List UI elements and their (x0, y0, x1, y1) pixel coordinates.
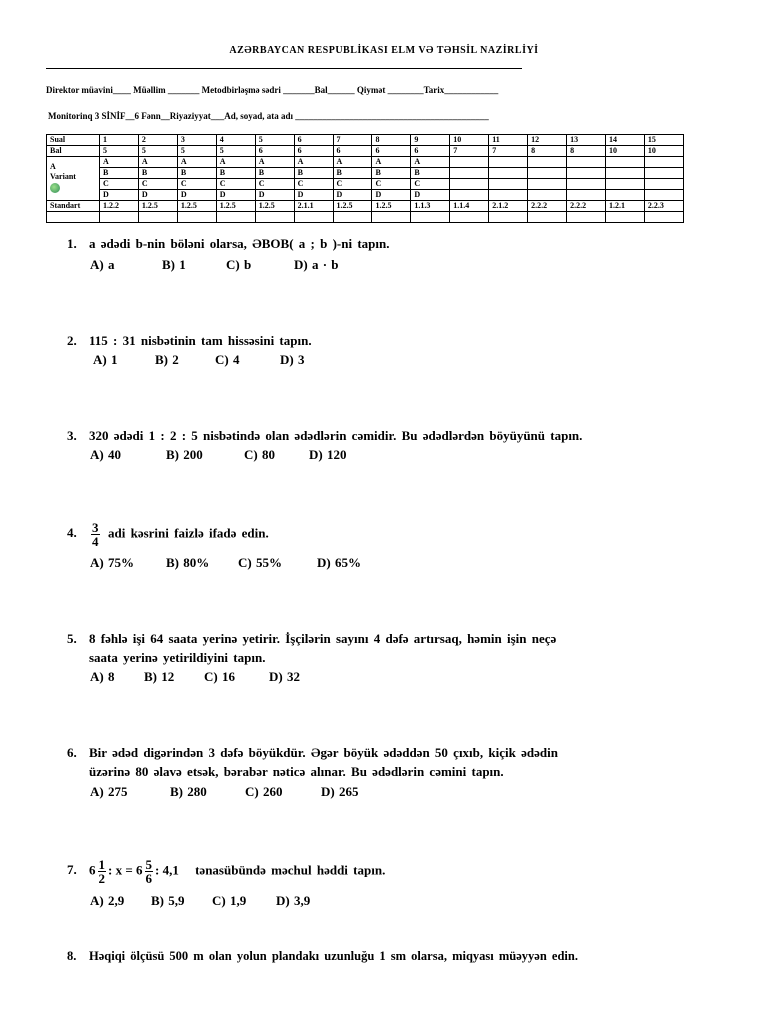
table-cell: C (333, 179, 372, 190)
table-cell: 8 (372, 135, 411, 146)
option-c: C) 80 (244, 447, 275, 462)
option-b: B) 5,9 (151, 893, 185, 908)
option-d: D) 265 (321, 784, 359, 799)
table-cell: D (216, 190, 255, 201)
table-cell (644, 212, 683, 223)
table-cell (528, 168, 567, 179)
row-variant-b (47, 168, 684, 179)
table-cell (489, 212, 528, 223)
table-cell: 10 (644, 146, 683, 157)
row-label: Bal (47, 146, 100, 157)
table-cell: B (372, 168, 411, 179)
variant-label: Variant (50, 171, 76, 181)
table-cell (567, 190, 606, 201)
fraction-numerator: 5 (145, 857, 152, 872)
table-cell: 10 (605, 146, 644, 157)
question-6 (67, 745, 558, 761)
table-cell (216, 212, 255, 223)
table-cell: 7 (450, 146, 489, 157)
table-cell: A (138, 157, 177, 168)
option-c: C) 4 (215, 352, 240, 367)
table-cell: 14 (605, 135, 644, 146)
table-cell: 2.2.3 (644, 201, 683, 212)
table-cell: B (100, 168, 139, 179)
fraction-denominator: 4 (92, 534, 99, 549)
table-cell: D (138, 190, 177, 201)
table-cell: C (372, 179, 411, 190)
question-text: Həqiqi ölçüsü 500 m olan yolun plandakı uzunluğu 1 sm olarsa, miqyası müəyyən edin. (89, 949, 578, 963)
table-cell (567, 157, 606, 168)
table-cell: 6 (372, 146, 411, 157)
question-number: 1. (67, 236, 77, 251)
row-standart (47, 201, 684, 212)
question-number: 8. (67, 949, 77, 963)
table-cell: B (333, 168, 372, 179)
question-2 (67, 333, 312, 349)
table-cell (528, 179, 567, 190)
question-text: tənasübündə məchul həddi tapın. (195, 862, 386, 878)
equation-term-whole: 6 (89, 862, 96, 878)
option-b: B) 12 (144, 669, 175, 684)
table-cell: 13 (567, 135, 606, 146)
fraction (145, 858, 154, 885)
question-5-line-2 (89, 650, 265, 666)
table-cell: A (100, 157, 139, 168)
table-cell: A (333, 157, 372, 168)
table-cell: 1.1.4 (450, 201, 489, 212)
option-c: C) 1,9 (212, 893, 247, 908)
table-cell (567, 168, 606, 179)
score-table (46, 134, 684, 223)
table-cell: D (255, 190, 294, 201)
table-cell: D (411, 190, 450, 201)
option-d: D) 3 (280, 352, 305, 367)
table-cell: C (411, 179, 450, 190)
question-1 (67, 236, 389, 252)
table-cell: C (138, 179, 177, 190)
option-b: B) 1 (162, 257, 186, 272)
table-cell: B (177, 168, 216, 179)
table-cell: D (333, 190, 372, 201)
table-cell: 1.2.5 (255, 201, 294, 212)
question-text: 320 ədədi 1 : 2 : 5 nisbətində olan ədədlərin cəmidir. Bu ədədlərdən böyüyünü tapın. (89, 428, 583, 443)
table-cell (138, 212, 177, 223)
table-cell: 1.2.5 (372, 201, 411, 212)
option-b: B) 200 (166, 447, 203, 462)
table-cell (450, 179, 489, 190)
table-cell: 6 (294, 135, 333, 146)
question-text: 115 : 31 nisbətinin tam hissəsini tapın. (89, 333, 312, 348)
table-cell: D (100, 190, 139, 201)
table-cell: 6 (333, 146, 372, 157)
answers-3 (90, 447, 346, 463)
option-d: D) 120 (309, 447, 347, 462)
answers-5 (90, 669, 300, 685)
question-text: adi kəsrini faizlə ifadə edin. (108, 525, 269, 541)
table-cell: 2.2.2 (528, 201, 567, 212)
question-number: 4. (67, 525, 77, 541)
table-cell: D (294, 190, 333, 201)
table-cell (528, 212, 567, 223)
table-cell (644, 168, 683, 179)
logo-icon (50, 183, 60, 193)
table-cell: 1.2.1 (605, 201, 644, 212)
table-cell (450, 157, 489, 168)
table-cell: 7 (489, 146, 528, 157)
table-cell: 5 (100, 146, 139, 157)
option-d: D) 32 (269, 669, 300, 684)
question-4 (67, 521, 269, 548)
question-text: a ədədi b-nin böləni olarsa, ƏBOB( a ; b )-ni tapın. (89, 236, 390, 251)
answers-2 (93, 352, 304, 368)
table-cell: B (411, 168, 450, 179)
fraction-denominator: 6 (145, 871, 152, 886)
table-cell (489, 190, 528, 201)
table-cell: 5 (177, 146, 216, 157)
table-cell: 8 (567, 146, 606, 157)
row-empty (47, 212, 684, 223)
equation-tail: : 4,1 (155, 862, 179, 878)
table-cell: 5 (138, 146, 177, 157)
variant-a-label: A (50, 161, 56, 171)
row-variant-c (47, 179, 684, 190)
table-cell: 11 (489, 135, 528, 146)
answers-1 (90, 257, 339, 273)
student-info-line: Monitorinq 3 SİNİF__6 Fənn__Riyaziyyat___Ad, soyad, ata adı ___________________________________________ (48, 111, 489, 121)
table-cell: A (294, 157, 333, 168)
table-cell: C (100, 179, 139, 190)
option-a: A) 40 (90, 447, 121, 462)
table-cell (605, 179, 644, 190)
question-3 (67, 428, 582, 444)
option-c: C) 260 (245, 784, 283, 799)
table-cell: 2 (138, 135, 177, 146)
option-b: B) 280 (170, 784, 207, 799)
answers-4 (90, 555, 361, 571)
table-cell (567, 212, 606, 223)
table-cell (605, 168, 644, 179)
question-text: Bir ədəd digərindən 3 dəfə böyükdür. Əgər böyük ədəddən 50 çıxıb, kiçik ədədin (89, 745, 558, 760)
table-cell: C (294, 179, 333, 190)
table-cell: 6 (411, 146, 450, 157)
table-cell (255, 212, 294, 223)
fraction-numerator: 1 (98, 857, 105, 872)
question-number: 2. (67, 333, 77, 348)
question-6-line-2 (89, 764, 504, 780)
option-c: C) 55% (238, 555, 282, 570)
table-cell (605, 190, 644, 201)
option-a: A) a (90, 257, 115, 272)
table-cell: C (255, 179, 294, 190)
row-variant-a (47, 157, 684, 168)
question-5 (67, 631, 556, 647)
option-d: D) a · b (294, 257, 339, 272)
table-cell: 2.1.2 (489, 201, 528, 212)
table-cell (644, 190, 683, 201)
header-fields-line: Direktor müavini____ Müəllim _______ Metodbirləşmə sədri _______Bal______ Qiymət ________Tarix____________ (46, 85, 499, 95)
option-a: A) 1 (93, 352, 118, 367)
option-c: C) b (226, 257, 252, 272)
option-a: A) 2,9 (90, 893, 125, 908)
table-cell: 9 (411, 135, 450, 146)
table-cell: 2.2.2 (567, 201, 606, 212)
equation-middle: : x = 6 (108, 862, 143, 878)
page-title: AZƏRBAYCAN RESPUBLİKASI ELM VƏ TƏHSİL NAZİRLİYİ (229, 45, 539, 56)
table-cell: B (138, 168, 177, 179)
row-variant-d (47, 190, 684, 201)
row-bal (47, 146, 684, 157)
row-label: Standart (47, 201, 100, 212)
question-8 (67, 949, 578, 964)
table-cell (411, 212, 450, 223)
table-cell (644, 157, 683, 168)
table-cell: 6 (255, 146, 294, 157)
question-number: 7. (67, 862, 77, 878)
table-cell (605, 157, 644, 168)
table-cell: 2.1.1 (294, 201, 333, 212)
table-cell: 1.2.5 (138, 201, 177, 212)
table-cell (567, 179, 606, 190)
table-cell: C (177, 179, 216, 190)
table-cell: 15 (644, 135, 683, 146)
fraction (91, 521, 100, 548)
table-cell: 1.1.3 (411, 201, 450, 212)
option-c: C) 16 (204, 669, 235, 684)
table-cell (489, 157, 528, 168)
fraction-numerator: 3 (92, 520, 99, 535)
table-cell: 1 (100, 135, 139, 146)
table-cell (450, 190, 489, 201)
table-cell: 3 (177, 135, 216, 146)
table-cell: 6 (294, 146, 333, 157)
table-cell (294, 212, 333, 223)
fraction-denominator: 2 (98, 871, 105, 886)
table-cell (528, 190, 567, 201)
table-cell: A (216, 157, 255, 168)
table-cell: A (177, 157, 216, 168)
row-label: Sual (47, 135, 100, 146)
table-cell (489, 179, 528, 190)
table-cell (528, 157, 567, 168)
table-cell: 12 (528, 135, 567, 146)
table-cell (605, 212, 644, 223)
fraction (98, 858, 107, 885)
row-label (47, 212, 100, 223)
table-cell: 1.2.2 (100, 201, 139, 212)
row-sual (47, 135, 684, 146)
option-a: A) 275 (90, 784, 128, 799)
option-a: A) 8 (90, 669, 115, 684)
table-cell: B (255, 168, 294, 179)
question-number: 6. (67, 745, 77, 760)
table-cell: 4 (216, 135, 255, 146)
option-d: D) 65% (317, 555, 361, 570)
option-d: D) 3,9 (276, 893, 311, 908)
table-cell: C (216, 179, 255, 190)
table-cell: A (372, 157, 411, 168)
table-cell: 8 (528, 146, 567, 157)
variant-label-cell (47, 157, 100, 201)
table-cell: D (372, 190, 411, 201)
option-a: A) 75% (90, 555, 134, 570)
table-cell (372, 212, 411, 223)
table-cell: A (255, 157, 294, 168)
table-cell: 1.2.5 (333, 201, 372, 212)
title-underline (46, 68, 522, 69)
question-number: 5. (67, 631, 77, 646)
table-cell (100, 212, 139, 223)
table-cell (489, 168, 528, 179)
table-cell: B (216, 168, 255, 179)
question-text-continued: üzərinə 80 əlavə etsək, bərabər nəticə alınar. Bu ədədlərin cəmini tapın. (89, 764, 504, 779)
table-cell (644, 179, 683, 190)
table-cell (333, 212, 372, 223)
table-cell: A (411, 157, 450, 168)
question-number: 3. (67, 428, 77, 443)
table-cell (177, 212, 216, 223)
table-cell (450, 168, 489, 179)
table-cell: 5 (216, 146, 255, 157)
table-cell (450, 212, 489, 223)
table-cell: 1.2.5 (216, 201, 255, 212)
question-7 (67, 858, 385, 885)
table-cell: 7 (333, 135, 372, 146)
answers-7 (90, 893, 310, 909)
table-cell: D (177, 190, 216, 201)
question-text-continued: saata yerinə yetirildiyini tapın. (89, 650, 266, 665)
answers-6 (90, 784, 358, 800)
option-b: B) 2 (155, 352, 179, 367)
table-cell: 5 (255, 135, 294, 146)
question-text: 8 fəhlə işi 64 saata yerinə yetirir. İşçilərin sayını 4 dəfə artırsaq, həmin işin neçə (89, 631, 557, 646)
table-cell: 10 (450, 135, 489, 146)
option-b: B) 80% (166, 555, 210, 570)
table-cell: B (294, 168, 333, 179)
table-cell: 1.2.5 (177, 201, 216, 212)
